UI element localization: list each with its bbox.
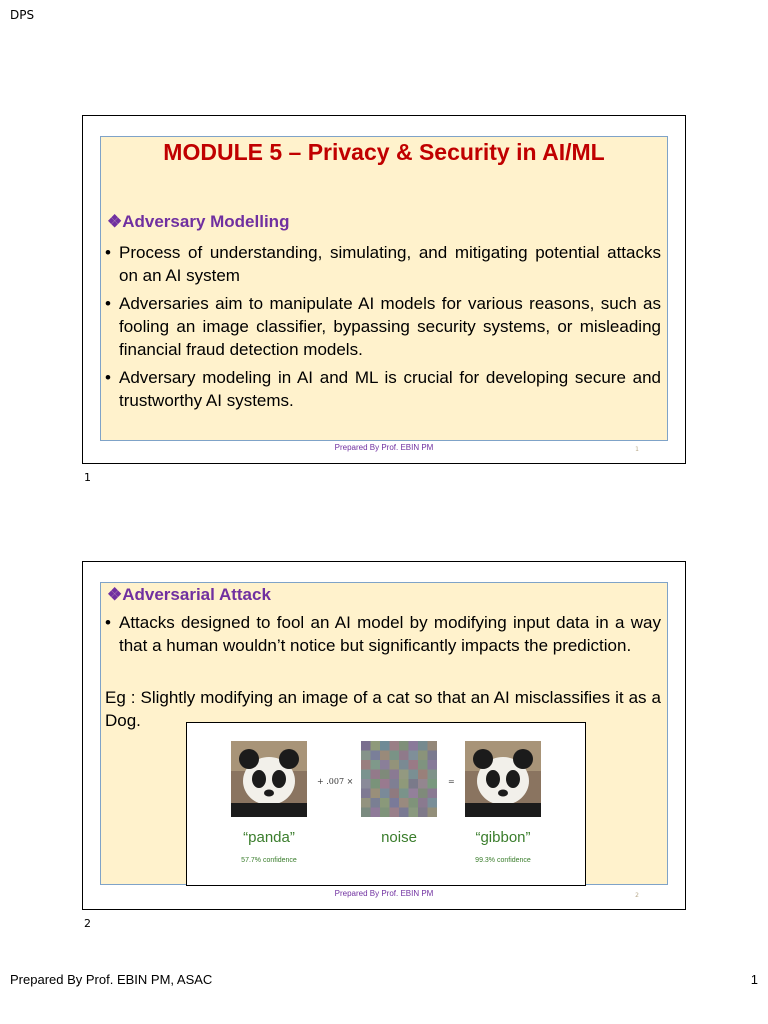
section-heading-adversarial-attack: ❖Adversarial Attack xyxy=(107,585,271,604)
section-heading-adversary-modelling: ❖Adversary Modelling xyxy=(107,212,290,231)
slide-footer: Prepared By Prof. EBIN PM xyxy=(334,443,434,452)
example-text: Eg : Slightly modifying an image of a cat so that an AI misclassifies it as a Dog. xyxy=(105,688,661,730)
slide-number: 2 xyxy=(635,892,639,899)
gibbon-confidence: 99.3% confidence xyxy=(475,857,531,864)
slide-footer: Prepared By Prof. EBIN PM xyxy=(334,889,434,898)
page-footer xyxy=(10,972,758,988)
operator-plus: + .007 × xyxy=(317,777,354,786)
slide-number: 1 xyxy=(635,446,639,453)
slide-page-label: 1 xyxy=(84,471,91,484)
bullet-list xyxy=(105,241,661,417)
slide-page-label: 2 xyxy=(84,917,91,930)
bullet-item: • Process of understanding, simulating, and mitigating potential attacks on an AI system xyxy=(105,241,661,287)
noise-image xyxy=(361,741,437,817)
slide-2 xyxy=(82,561,686,910)
gibbon-label: “gibbon” xyxy=(475,829,531,846)
slide-1 xyxy=(82,115,686,464)
slide-title: MODULE 5 – Privacy & Security in AI/ML xyxy=(163,139,605,165)
panda-label: “panda” xyxy=(243,829,295,846)
bullet-item: • Adversaries aim to manipulate AI models for various reasons, such as fooling an image classifier, bypassing security systems, or misleading financial fraud detection models. xyxy=(105,292,661,361)
operator-equals: = xyxy=(448,777,455,786)
adversarial-example-figure xyxy=(186,722,586,886)
bullet-list xyxy=(105,611,661,662)
panda-image xyxy=(231,741,307,817)
panda-confidence: 57.7% confidence xyxy=(241,857,297,864)
bullet-item: • Adversary modeling in AI and ML is crucial for developing secure and trustworthy AI systems. xyxy=(105,366,661,412)
bullet-item: • Attacks designed to fool an AI model by modifying input data in a way that a human wouldn’t notice but significantly impacts the prediction. xyxy=(105,611,661,657)
page-footer-text: Prepared By Prof. EBIN PM, ASAC xyxy=(10,972,213,987)
page-number: 1 xyxy=(750,972,758,987)
gibbon-image xyxy=(465,741,541,817)
noise-label: noise xyxy=(381,829,417,846)
slide-1-content xyxy=(100,136,668,453)
header-label: DPS xyxy=(10,8,35,22)
